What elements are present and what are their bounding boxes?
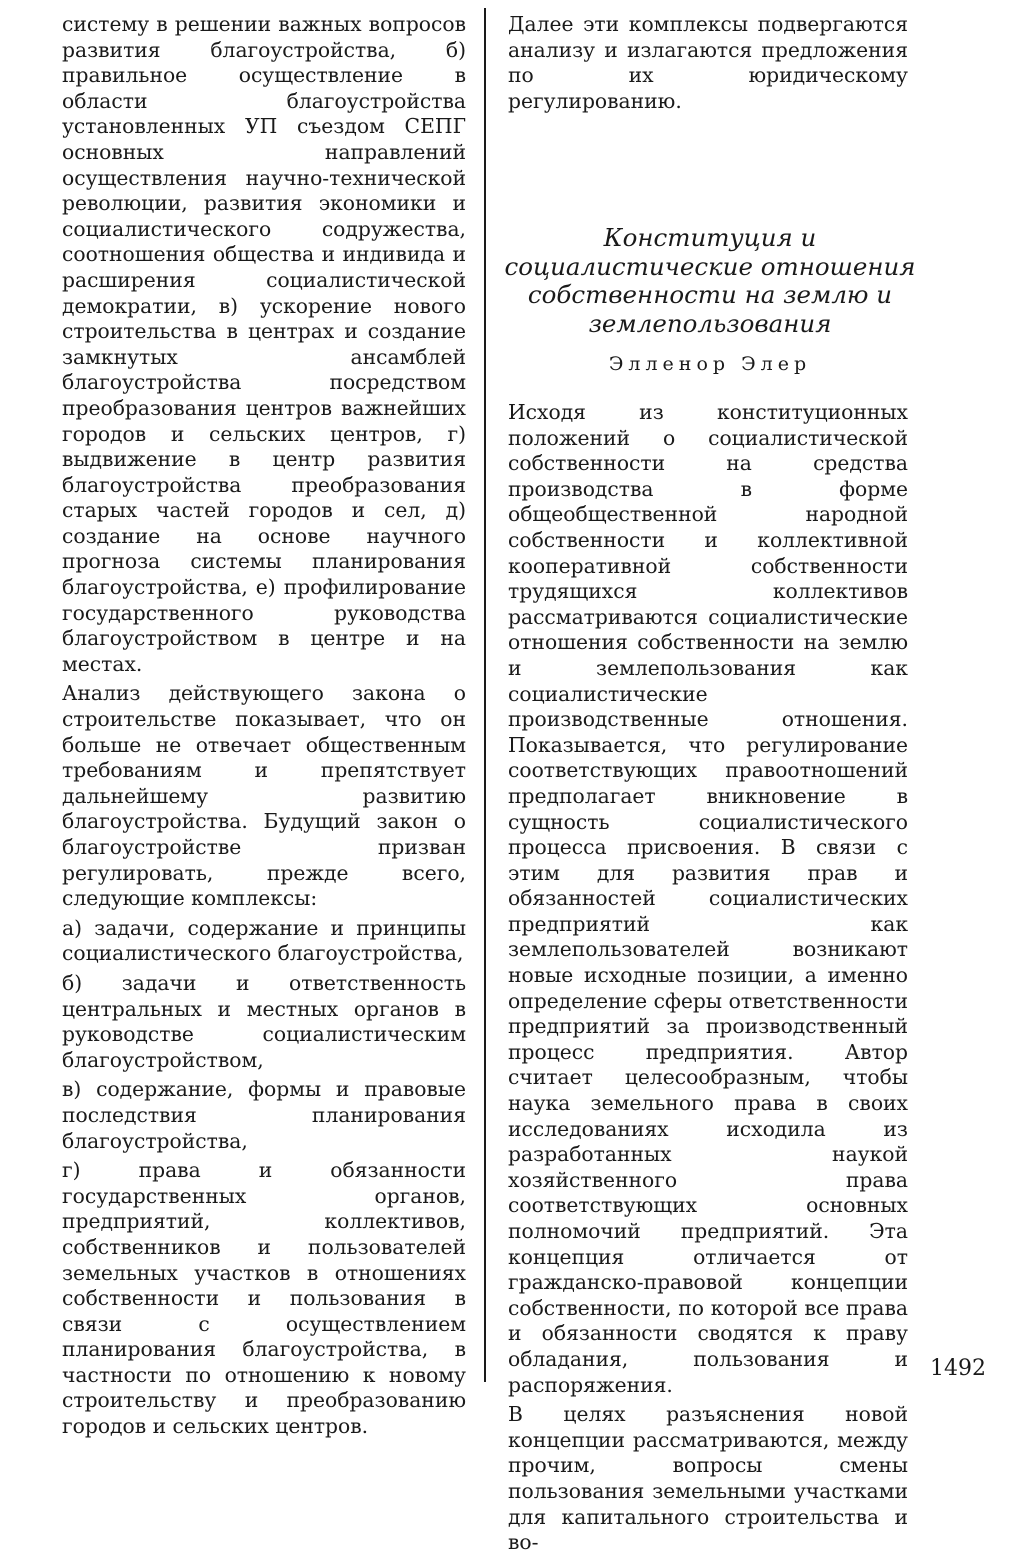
abstract-paragraph-2: В целях разъяснения новой концепции рассматриваются, между прочим, вопросы смены пользования земельными участками для капитального строительства и во- bbox=[508, 1402, 908, 1555]
list-item: в) содержание, формы и правовые последствия планирования благоустройства, bbox=[62, 1077, 466, 1153]
article-title: Конституция и социалистические отношения собственности на землю и землепользования bbox=[504, 223, 916, 338]
column-divider bbox=[484, 8, 486, 1382]
left-paragraph-1: систему в решении важных вопросов развития благоустройства, б) правильное осуществление в области благоустройства установленных УП съездом СЕПГ основных направлений осуществления научно-технической революции, развития экономики и социалистического содружества, соотношения общества и индивида и расширения социалистической демократии, в) ускорение нового строительства в центрах и создание замкнутых ансамблей благоустройства посредством преобразования центров важнейших городов и сельских центров, г) выдвижение в центр развития благоустройства преобразования старых частей городов и сел, д) создание на основе научного прогноза системы планирования благоустройства, е) профилирование государственного руководства благоустройством в центре и на местах. bbox=[62, 12, 466, 676]
article-abstract bbox=[508, 400, 908, 1560]
right-intro-paragraph: Далее эти комплексы подвергаются анализу и излагаются предложения по их юридическому регулированию. bbox=[508, 12, 908, 113]
article-author: Элленор Элер bbox=[608, 353, 812, 375]
abstract-paragraph-1: Исходя из конституционных положений о социалистической собственности на средства производства в форме общеобщественной народной собственности и коллективной кооперативной собственности трудящихся коллективов рассматриваются социалистические отношения собственности на землю и землепользования как социалистические производственные отношения. Показывается, что регулирование соответствующих правоотношений предполагает вникновение в сущность социалистического процесса присвоения. В связи с этим для развития прав и обязанностей социалистических предприятий как землепользователей возникают новые исходные позиции, а именно определение сферы ответственности предприятий за производственный процесс предприятия. Автор считает целесообразным, чтобы наука земельного права в своих исследованиях исходила из разработанных наукой хозяйственного права соответствующих основных полномочий предприятий. Эта концепция отличается от гражданско-правовой концепции собственности, по которой все права и обязанности сводятся к праву обладания, пользования и распоряжения. bbox=[508, 400, 908, 1397]
left-paragraph-2: Анализ действующего закона о строительстве показывает, что он больше не отвечает общественным требованиям и препятствует дальнейшему развитию благоустройства. Будущий закон о благоустройстве призван регулировать, прежде всего, следующие комплексы: bbox=[62, 681, 466, 911]
list-item: г) права и обязанности государственных органов, предприятий, коллективов, собственников и пользователей земельных участков в отношениях собственности и пользования в связи с осуществлением планирования благоустройства, в частности по отношению к новому строительству и преобразованию городов и сельских центров. bbox=[62, 1158, 466, 1439]
list-item: б) задачи и ответственность центральных и местных органов в руководстве социалистическим благоустройством, bbox=[62, 970, 466, 1072]
right-column-top bbox=[508, 12, 908, 118]
list-item: а) задачи, содержание и принципы социалистического благоустройства, bbox=[62, 915, 466, 966]
page-number: 1492 bbox=[930, 1356, 986, 1381]
left-column bbox=[62, 12, 466, 1444]
